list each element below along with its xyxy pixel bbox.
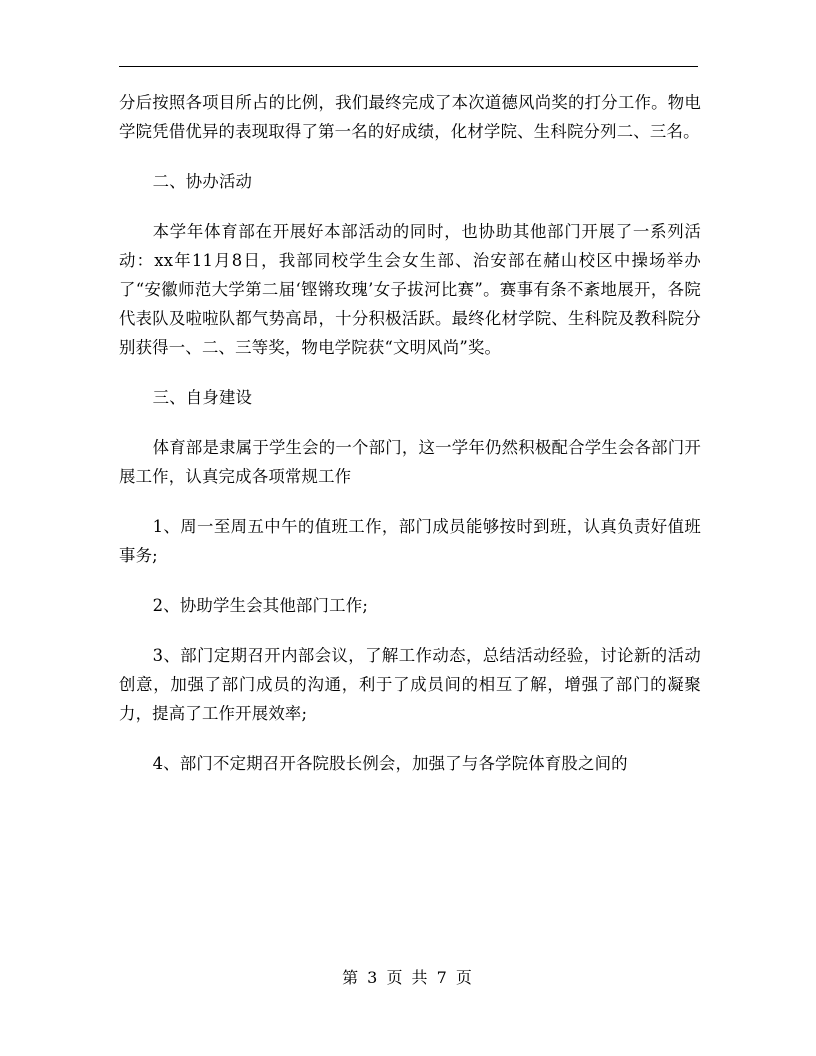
document-body [119,88,701,799]
page-number-footer: 第 3 页 共 7 页 [342,968,474,987]
list-item-4: 4、部门不定期召开各院股长例会，加强了与各学院体育股之间的 [152,754,628,773]
section-heading-self-building: 三、自身建设 [152,388,253,407]
list-item-3: 3、部门定期召开内部会议，了解工作动态，总结活动经验，讨论新的活动创意，加强了部门成员的沟通，利于了成员间的相互了解，增强了部门的凝聚力，提高了工作开展效率; [119,646,701,723]
paragraph-2: 本学年体育部在开展好本部活动的同时，也协助其他部门开展了一系列活动：xx年11月8日，我部同校学生会女生部、治安部在赭山校区中操场举办了“安徽师范大学第二届‘铿锵玫瑰’女子拔河比赛”。赛事有条不紊地展开，各院代表队及啦啦队都气势高昂，十分积极活跃。最终化材学院、生科院及教科院分别获得一、二、三等奖，物电学院获“文明风尚”奖。 [119,222,701,357]
paragraph-3: 体育部是隶属于学生会的一个部门，这一学年仍然积极配合学生会各部门开展工作，认真完成各项常规工作 [119,438,701,486]
list-item-1: 1、周一至周五中午的值班工作，部门成员能够按时到班，认真负责好值班事务; [119,517,701,565]
list-item-2: 2、协助学生会其他部门工作; [152,596,369,615]
paragraph-1: 分后按照各项目所占的比例，我们最终完成了本次道德风尚奖的打分工作。物电学院凭借优异的表现取得了第一名的好成绩，化材学院、生科院分列二、三名。 [119,93,701,141]
section-heading-assist-activities: 二、协办活动 [152,172,253,191]
header-rule [119,66,698,67]
